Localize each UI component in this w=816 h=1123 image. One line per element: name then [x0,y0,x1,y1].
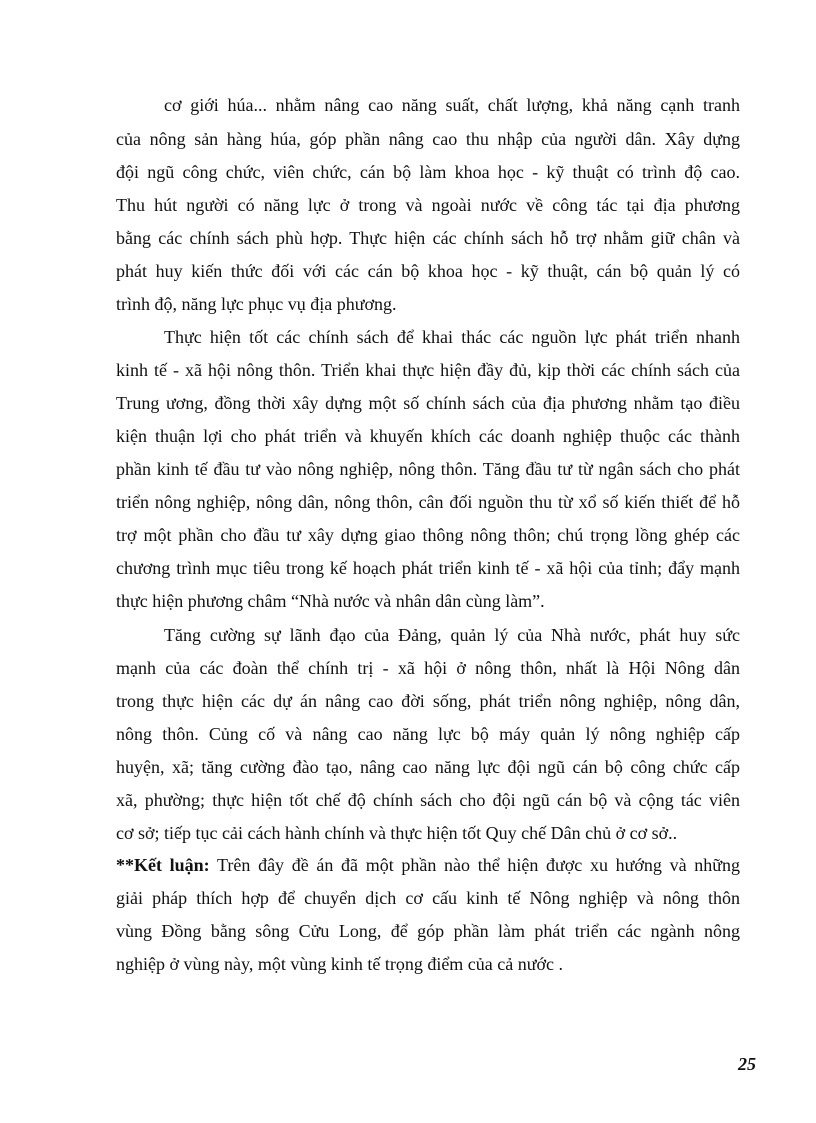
conclusion-first-line [116,854,740,876]
paragraph-line: mạnh của các đoàn thể chính trị - xã hội ở nông thôn, nhất là Hội Nông dân [116,658,740,678]
paragraph-line: Thực hiện tốt các chính sách để khai thác các nguồn lực phát triển nhanh [164,327,740,347]
paragraph-line: vùng Đồng bằng sông Cửu Long, để góp phần làm phát triển các ngành nông [116,921,740,941]
paragraph-line: cơ sở; tiếp tục cải cách hành chính và thực hiện tốt Quy chế Dân chủ ở cơ sở.. [116,823,678,843]
paragraph-line: Thu hút người có năng lực ở trong và ngoài nước về công tác tại địa phương [116,195,740,215]
paragraph-line: đội ngũ công chức, viên chức, cán bộ làm khoa học - kỹ thuật có trình độ cao. [116,162,740,182]
paragraph-line: triển nông nghiệp, nông dân, nông thôn, cân đối nguồn thu từ xổ số kiến thiết để hỗ [116,492,740,512]
paragraph-line: phần kinh tế đầu tư vào nông nghiệp, nông thôn. Tăng đầu tư từ ngân sách cho phát [116,459,740,479]
page-number: 25 [738,1054,756,1074]
paragraph-line: cơ giới húa... nhằm nâng cao năng suất, chất lượng, khả năng cạnh tranh [164,95,740,115]
paragraph-line: chương trình mục tiêu trong kế hoạch phát triển kinh tế - xã hội của tỉnh; đẩy mạnh [116,558,740,578]
paragraph-line: kinh tế - xã hội nông thôn. Triển khai thực hiện đầy đủ, kịp thời các chính sách của [116,360,740,380]
paragraph-line: trợ một phần cho đầu tư xây dựng giao thông nông thôn; chú trọng lồng ghép các [116,525,740,545]
conclusion-label: **Kết luận: [116,855,210,875]
paragraph-line: nông thôn. Củng cố và nâng cao năng lực bộ máy quản lý nông nghiệp cấp [116,724,740,744]
paragraph-line: Trung ương, đồng thời xây dựng một số chính sách của địa phương nhằm tạo điều [116,393,740,413]
paragraph-line: của nông sản hàng húa, góp phần nâng cao thu nhập của người dân. Xây dựng [116,129,740,149]
paragraph-line: thực hiện phương châm “Nhà nước và nhân dân cùng làm”. [116,591,545,611]
paragraph-line: trong thực hiện các dự án nâng cao đời sống, phát triển nông nghiệp, nông dân, [116,691,740,711]
paragraph-line: giải pháp thích hợp để chuyển dịch cơ cấu kinh tế Nông nghiệp và nông thôn [116,888,740,908]
paragraph-line: bằng các chính sách phù hợp. Thực hiện các chính sách hỗ trợ nhằm giữ chân và [116,228,740,248]
paragraph-line: kiện thuận lợi cho phát triển và khuyến khích các doanh nghiệp thuộc các thành [116,426,740,446]
paragraph-line: xã, phường; thực hiện tốt chế độ chính sách cho đội ngũ cán bộ và cộng tác viên [116,790,740,810]
paragraph-line: trình độ, năng lực phục vụ địa phương. [116,294,397,314]
paragraph-line: nghiệp ở vùng này, một vùng kinh tế trọng điểm của cả nước . [116,954,564,974]
paragraph-line: phát huy kiến thức đối với các cán bộ khoa học - kỹ thuật, cán bộ quản lý có [116,261,740,281]
conclusion-text: Trên đây đề án đã một phần nào thể hiện được xu hướng và những [217,855,740,875]
paragraph-line: huyện, xã; tăng cường đào tạo, nâng cao năng lực đội ngũ cán bộ công chức cấp [116,757,740,777]
paragraph-line: Tăng cường sự lãnh đạo của Đảng, quản lý của Nhà nước, phát huy sức [164,625,740,645]
